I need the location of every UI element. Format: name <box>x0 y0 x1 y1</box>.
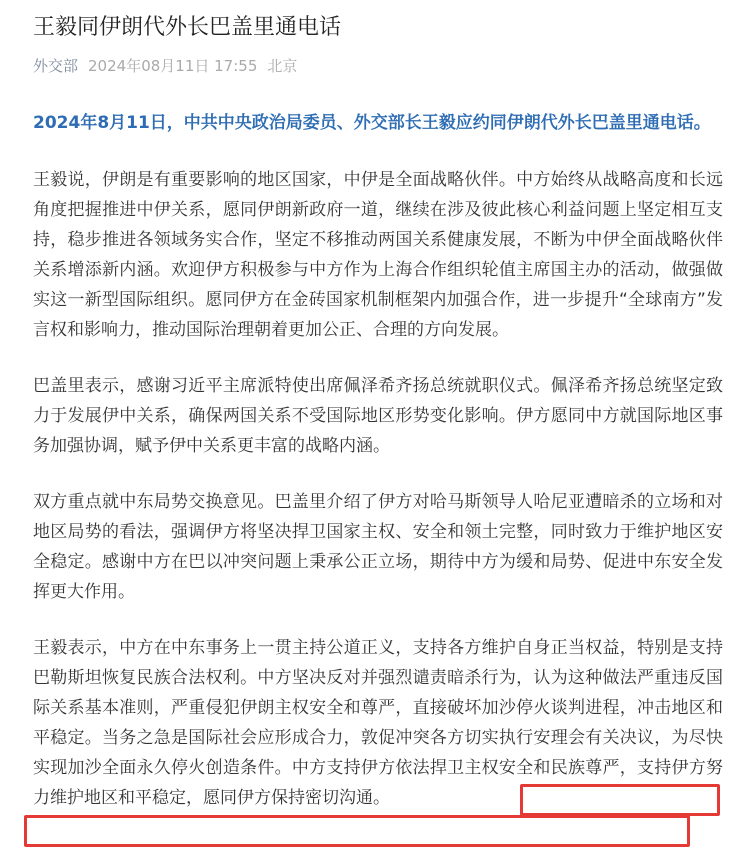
article-title: 王毅同伊朗代外长巴盖里通电话 <box>33 15 342 40</box>
article-lead: 2024年8月11日，中共中央政治局委员、外交部长王毅应约同伊朗代外长巴盖里通电话。 <box>33 113 711 133</box>
article-paragraph: 双方重点就中东局势交换意见。巴盖里介绍了伊方对哈马斯领导人哈尼亚遭暗杀的立场和对地区局势的看法，强调伊方将坚决捍卫国家主权、安全和领土完整，同时致力于维护地区安全稳定。感谢中方在巴以冲突问题上秉承公正立场，期待中方为缓和局势、促进中东安全发挥更大作用。 <box>33 492 723 602</box>
article <box>33 0 723 813</box>
article-location: 北京 <box>267 57 298 75</box>
article-paragraph: 巴盖里表示，感谢习近平主席派特使出席佩泽希齐扬总统就职仪式。佩泽希齐扬总统坚定致力于发展伊中关系，确保两国关系不受国际地区形势变化影响。伊方愿同中方就国际地区事务加强协调，赋予伊中关系更丰富的战略内涵。 <box>33 376 723 456</box>
highlight-box <box>24 815 690 847</box>
article-paragraph-last: 王毅表示，中方在中东事务上一贯主持公道正义，支持各方维护自身正当权益，特别是支持巴勒斯坦恢复民族合法权利。中方坚决反对并强烈谴责暗杀行为，认为这种做法严重违反国际关系基本准则，严重侵犯伊朗主权安全和尊严，直接破坏加沙停火谈判进程，冲击地区和平稳定。当务之急是国际社会应形成合力，敦促冲突各方切实执行安理会有关决议，为尽快实现加沙全面永久停火创造条件。中方支持伊方依法捍卫主权安全和民族尊严，支持伊方努力维护地区和平稳定，愿同伊方保持密切沟通。 <box>33 638 723 808</box>
article-datetime: 2024年08月11日 17:55 <box>88 57 258 75</box>
article-source[interactable]: 外交部 <box>33 57 79 75</box>
article-paragraph: 王毅说，伊朗是有重要影响的地区国家，中伊是全面战略伙伴。中方始终从战略高度和长远角度把握推进中伊关系，愿同伊朗新政府一道，继续在涉及彼此核心利益问题上坚定相互支持，稳步推进各领域务实合作，坚定不移推动两国关系健康发展，不断为中伊全面战略伙伴关系增添新内涵。欢迎伊方积极参与中方作为上海合作组织轮值主席国主办的活动，做强做实这一新型国际组织。愿同伊方在金砖国家机制框架内加强合作，进一步提升“全球南方”发言权和影响力，推动国际治理朝着更加公正、合理的方向发展。 <box>33 170 723 340</box>
article-meta <box>33 56 723 76</box>
